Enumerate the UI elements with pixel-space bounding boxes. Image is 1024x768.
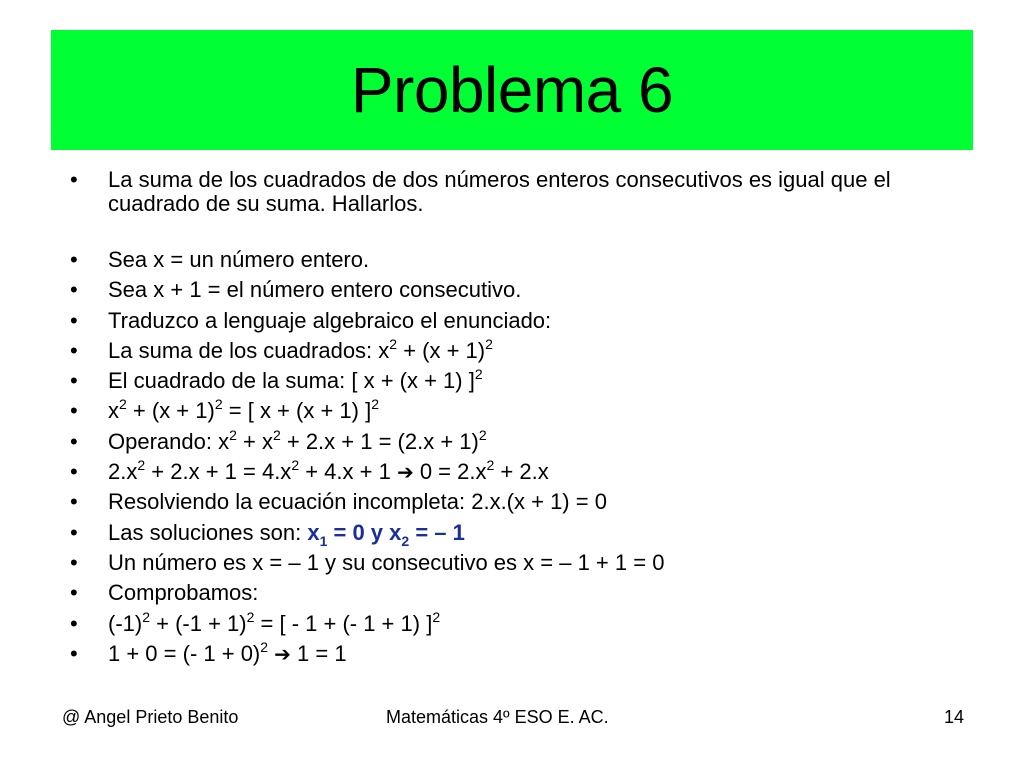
item-text: Resolviendo la ecuación incompleta: 2.x.(x + 1) = 0 [108, 489, 607, 515]
item-text: + (x + 1) [397, 337, 486, 363]
list-item [70, 457, 960, 490]
bullet-icon: • [70, 277, 78, 303]
bullet-icon: • [70, 428, 78, 454]
subscript: 2 [401, 532, 410, 549]
item-text: La suma de los cuadrados: x [108, 337, 390, 363]
exponent: 2 [478, 426, 487, 443]
item-text: Operando: x [108, 428, 230, 454]
bullet-icon: • [70, 640, 78, 666]
exponent: 2 [474, 366, 483, 383]
bullet-icon: • [70, 519, 78, 545]
footer-page-number: 14 [944, 707, 965, 727]
bullet-list [70, 168, 960, 672]
list-item [70, 335, 960, 369]
bullet-icon: • [70, 580, 78, 606]
item-text: + x [236, 428, 273, 454]
exponent: 2 [229, 426, 237, 443]
bullet-icon: • [70, 368, 78, 394]
list-item [70, 248, 960, 278]
list-item [70, 551, 960, 581]
list-item-solutions [70, 521, 960, 551]
item-text: = [ x + (x + 1) ] [222, 398, 372, 424]
bullet-icon: • [70, 398, 78, 424]
solution-text: = – 1 [409, 519, 465, 545]
bullet-icon: • [70, 247, 78, 272]
solution-text: = 0 y x [327, 519, 402, 545]
item-text: x [108, 398, 119, 424]
footer-course: Matemáticas 4º ESO E. AC. [386, 707, 609, 727]
item-text: (-1) [108, 610, 143, 636]
item-text: Comprobamos: [108, 580, 259, 606]
list-item [70, 638, 960, 672]
solution-var: x [307, 519, 320, 545]
arrow-right-icon: ➔ [274, 641, 291, 666]
bullet-icon: • [70, 549, 78, 575]
item-text: 0 = 2.x [413, 459, 487, 485]
list-item [70, 278, 960, 308]
exponent: 2 [485, 335, 493, 352]
list-item [70, 366, 960, 399]
item-text: Sea x = un número entero. [108, 247, 370, 272]
item-text: + (x + 1) [126, 398, 215, 424]
list-item [70, 490, 960, 520]
item-text: 2.x [108, 459, 138, 485]
list-item-statement [70, 168, 960, 216]
exponent: 2 [119, 396, 127, 413]
bullet-icon: • [70, 307, 78, 333]
list-item [70, 608, 960, 642]
list-item [70, 426, 960, 460]
item-text: = [ - 1 + (- 1 + 1) ] [254, 610, 433, 636]
exponent: 2 [371, 396, 379, 413]
footer-author: @ Angel Prieto Benito [62, 707, 239, 727]
bullet-icon: • [70, 610, 78, 636]
item-text: El cuadrado de la suma: [ x + (x + 1) ] [108, 368, 475, 394]
item-text: + 2.x + 1 = (2.x + 1) [280, 428, 479, 454]
item-text: Las soluciones son: [108, 519, 308, 545]
item-text: Traduzco a lenguaje algebraico el enunciado: [108, 307, 552, 333]
exponent: 2 [272, 426, 281, 443]
item-text: Un número es x = – 1 y su consecutivo es x = – 1 + 1 = 0 [108, 549, 665, 575]
exponent: 2 [432, 608, 441, 625]
bullet-icon: • [70, 489, 78, 515]
arrow-right-icon: ➔ [396, 460, 414, 485]
item-text: + 4.x + 1 [299, 459, 397, 485]
subscript: 1 [319, 532, 328, 549]
item-text: Sea x + 1 = el número entero consecutivo. [108, 277, 522, 303]
slide-title: Problema 6 [350, 54, 674, 126]
item-text: + 2.x [494, 459, 549, 485]
statement-text: La suma de los cuadrados de dos números enteros consecutivos es igual que el cuadrado de su suma. Hallarlos. [108, 167, 891, 216]
exponent: 2 [214, 396, 223, 413]
exponent: 2 [260, 638, 269, 655]
exponent: 2 [142, 608, 151, 625]
item-text: 1 = 1 [290, 640, 347, 666]
bullet-icon: • [70, 337, 78, 363]
bullet-icon: • [70, 459, 78, 485]
exponent: 2 [389, 335, 398, 352]
list-item [70, 309, 960, 339]
item-text: + 2.x + 1 = 4.x [145, 459, 292, 485]
solution-highlight [307, 519, 465, 549]
bullet-icon: • [70, 167, 78, 192]
exponent: 2 [486, 457, 495, 474]
title-banner [51, 30, 973, 150]
list-item [70, 581, 960, 611]
item-text: 1 + 0 = (- 1 + 0) [108, 640, 261, 666]
exponent: 2 [137, 457, 146, 474]
exponent: 2 [246, 608, 255, 625]
item-text: + (-1 + 1) [150, 610, 247, 636]
list-item [70, 396, 960, 429]
exponent: 2 [291, 457, 300, 474]
